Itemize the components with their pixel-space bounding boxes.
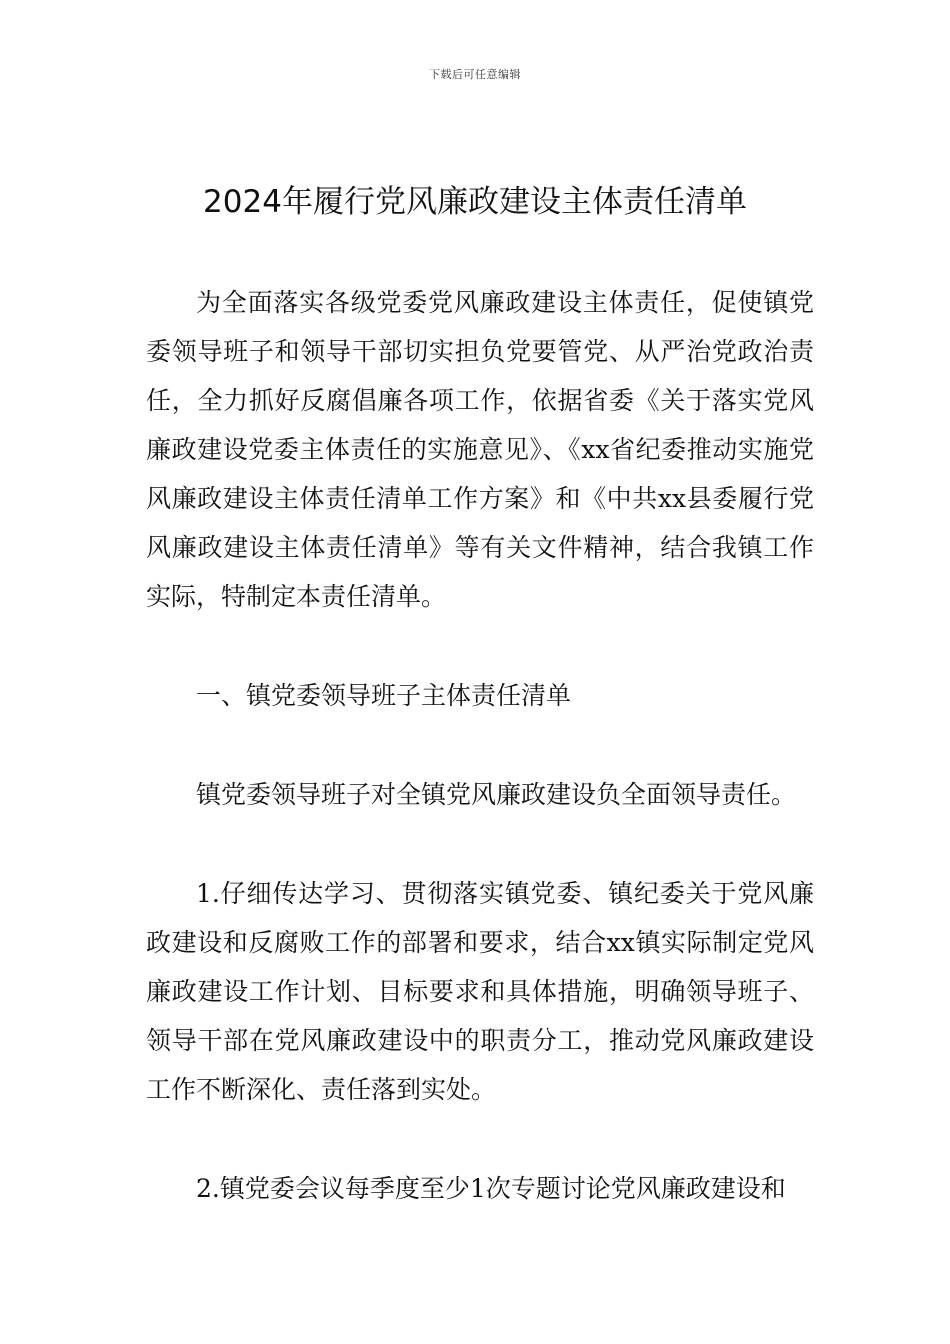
- section-summary-paragraph: 镇党委领导班子对全镇党风廉政建设负全面领导责任。: [196, 780, 797, 809]
- list-item-2: 2.镇党委会议每季度至少1次专题讨论党风廉政建设和: [196, 1174, 786, 1203]
- document-body: [146, 278, 814, 1213]
- section-heading: 一、镇党委领导班子主体责任清单: [196, 681, 572, 710]
- intro-paragraph: 为全面落实各级党委党风廉政建设主体责任，促使镇党委领导班子和领导干部切实担负党要管党、从严治党政治责任，全力抓好反腐倡廉各项工作，依据省委《关于落实党风廉政建设党委主体责任的实施意见》、《xx省纪委推动实施党风廉政建设主体责任清单工作方案》和《中共xx县委履行党风廉政建设主体责任清单》等有关文件精神，结合我镇工作实际，特制定本责任清单。: [146, 288, 814, 611]
- document-title: 2024年履行党风廉政建设主体责任清单: [203, 184, 747, 220]
- page-header-note: 下载后可任意编辑: [429, 68, 521, 81]
- list-item-1: 1.仔细传达学习、贯彻落实镇党委、镇纪委关于党风廉政建设和反腐败工作的部署和要求，结合xx镇实际制定党风廉政建设工作计划、目标要求和具体措施，明确领导班子、领导干部在党风廉政建设中的职责分工，推动党风廉政建设工作不断深化、责任落到实处。: [146, 879, 814, 1104]
